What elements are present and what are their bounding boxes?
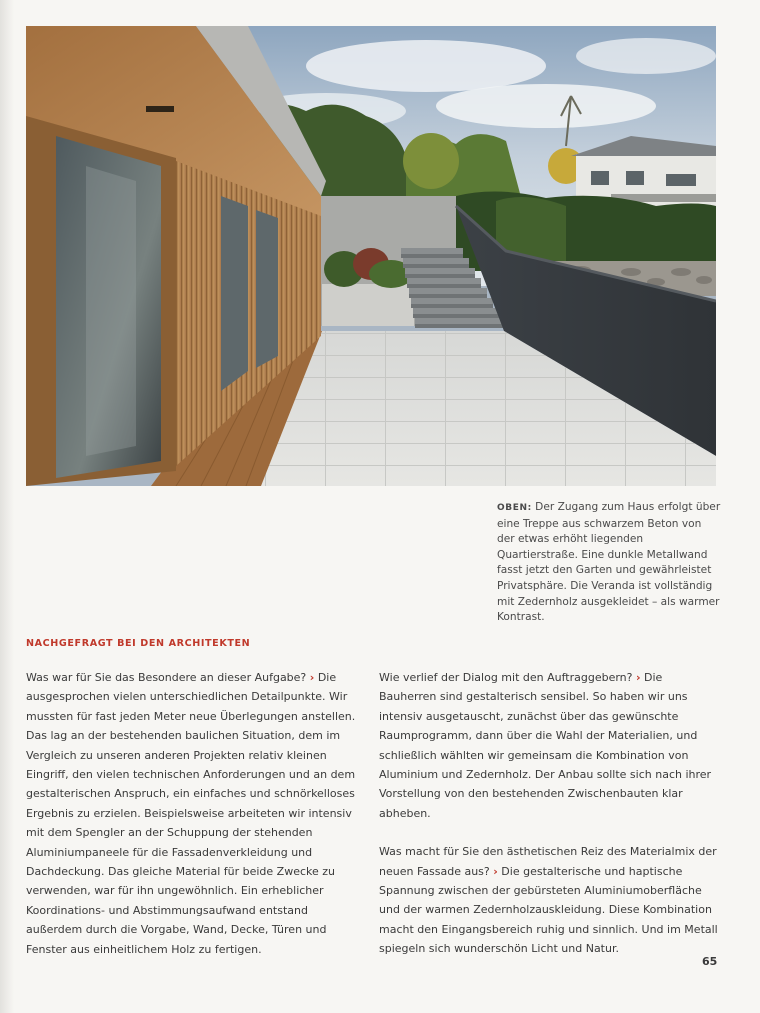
interview-answer: Die gestalterische und haptische Spannung zwischen der gebürsteten Aluminiumoberfläche und der warmen Zedernholzauskleidung. Diese Kombination macht den Eingangsbereich ruhig und sinnlich. Und im Metall spiegeln sich wunderschön Licht und Natur. (379, 864, 718, 956)
arrow-icon: › (493, 864, 498, 878)
interview-question: Wie verlief der Dialog mit den Auftraggebern? (379, 671, 633, 684)
photo-illustration (26, 26, 716, 486)
interview-answer: Die ausgesprochen vielen unterschiedlichen Detailpunkte. Wir mussten für fast jeden Meter neue Überlegungen anstellen. Das lag an der bestehenden baulichen Situation, dem im Vergleich zu unseren anderen Projekten relativ kleinen Eingriff, den vielen technischen Anforderungen und an dem gestalterischen Anspruch, ein einfaches und schnörkelloses Ergebnis zu erzielen. Beispielsweise arbeiteten wir intensiv mit dem Spengler an der Schuppung der stehenden Aluminiumpaneele für die Fassadenverkleidung und Dachdeckung. Das gleiche Material für beide Zwecke zu verwenden, war für ihn ungewöhnlich. Ein erheblicher Koordinations- und Abstimmungsaufwand entstand außerdem durch die Vorgabe, Wand, Decke, Türen und Fenster aus einheitlichem Holz zu fertigen. (26, 671, 356, 956)
text-column-right (379, 668, 719, 959)
page-gutter-shadow (0, 0, 14, 1013)
qa-paragraph (379, 842, 719, 958)
qa-paragraph (26, 668, 364, 959)
qa-paragraph (379, 668, 719, 823)
photo-caption (497, 500, 722, 626)
interview-question: Was macht für Sie den ästhetischen Reiz des Materialmix der neuen Fassade aus? (379, 845, 717, 878)
arrow-icon: › (309, 671, 315, 684)
section-heading: NACHGEFRAGT BEI DEN ARCHITEKTEN (26, 638, 251, 649)
interview-answer: Die Bauherren sind gestalterisch sensibel. So haben wir uns intensiv ausgetauscht, zunächst über das gewünschte Raumprogramm, dann über die Wahl der Materialien, und schließlich wählten wir gemeinsam die Kombination von Aluminium und Zedernholz. Der Anbau sollte sich nach ihrer Vorstellung von den bestehenden Zwischenbauten klar abheben. (379, 671, 712, 820)
interview-question: Was war für Sie das Besondere an dieser Aufgabe? (26, 671, 307, 684)
text-column-left (26, 668, 364, 959)
caption-text: Der Zugang zum Haus erfolgt über eine Treppe aus schwarzem Beton von der etwas erhöht liegenden Quartierstraße. Eine dunkle Metallwand fasst jetzt den Garten und gewährleistet Privatsphäre. Die Veranda ist vollständig mit Zedernholz ausgekleidet – als warmer Kontrast. (497, 501, 721, 624)
arrow-icon: › (635, 671, 641, 684)
page-number: 65 (702, 955, 718, 968)
caption-label: OBEN: (497, 503, 532, 513)
architecture-photo (26, 26, 716, 486)
